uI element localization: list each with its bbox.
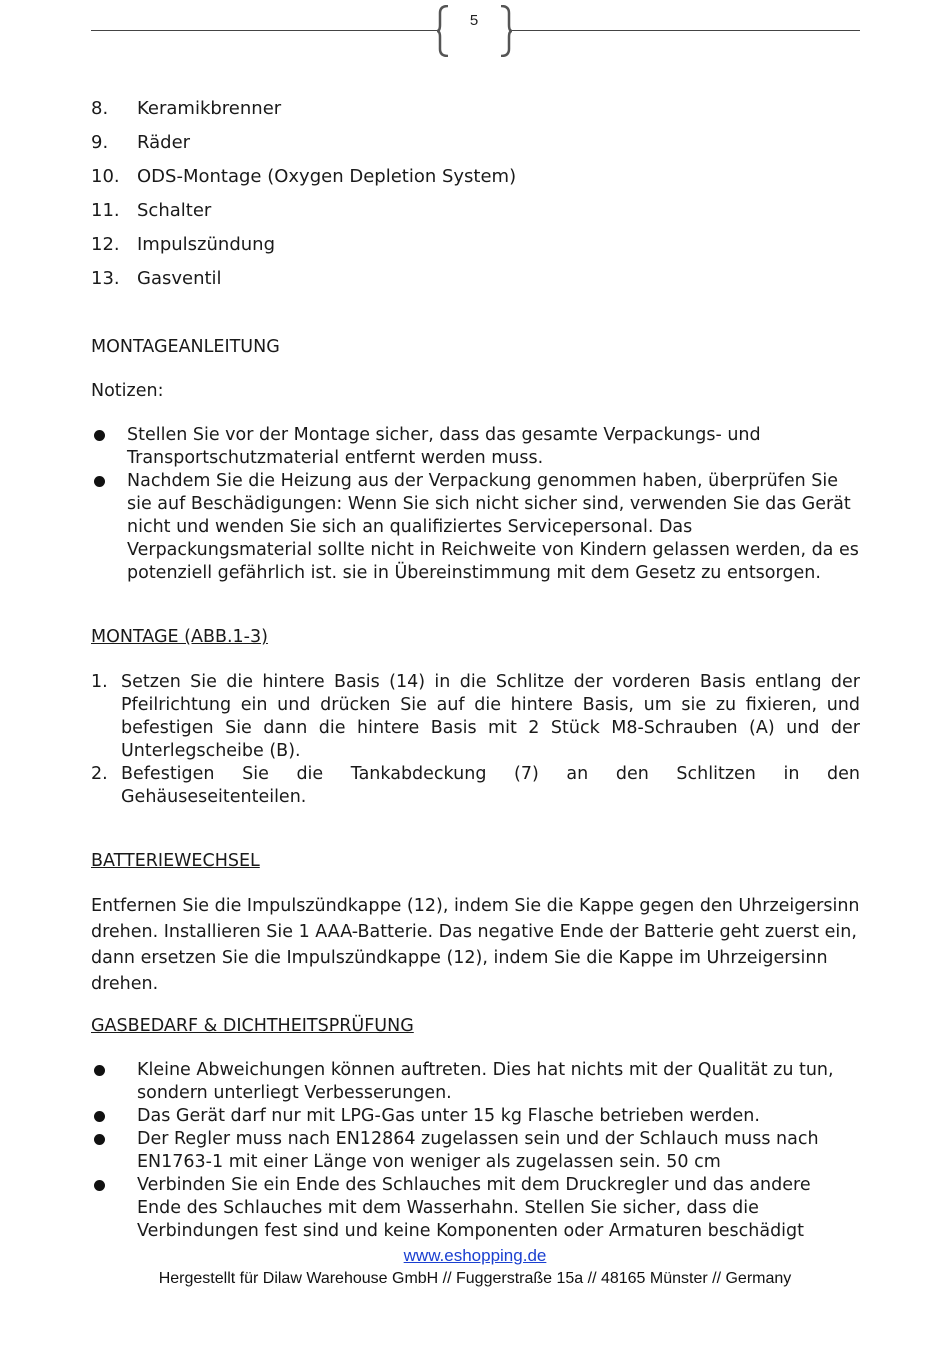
list-item: Verbinden Sie ein Ende des Schlauches mit dem Druckregler und das andere Ende des Schlauches mit dem Wasserhahn. Stellen Sie sicher, dass die Verbindungen fest sind und keine Komponenten oder Armaturen beschädigt: [91, 1174, 860, 1243]
list-item: Das Gerät darf nur mit LPG-Gas unter 15 kg Flasche betrieben werden.: [91, 1105, 860, 1128]
list-item: 11. Schalter: [91, 200, 212, 221]
left-brace-icon: [436, 5, 450, 57]
bullet-icon: [94, 1065, 105, 1076]
list-item: 1. Setzen Sie die hintere Basis (14) in die Schlitze der vorderen Basis entlang der Pfeilrichtung ein und drücken Sie auf die hintere Basis, um sie zu fixieren, und befestigen Sie dann die hintere Basis mit 2 Stück M8-Schrauben (A) und der Unterlegscheibe (B).: [91, 672, 860, 761]
bullet-icon: [94, 1180, 105, 1191]
list-item: 8. Keramikbrenner: [91, 98, 282, 119]
header-rule-right: [512, 30, 860, 31]
montage-steps: [91, 671, 860, 809]
section-heading-batteriewechsel: BATTERIEWECHSEL: [91, 851, 260, 871]
list-item: Kleine Abweichungen können auftreten. Dies hat nichts mit der Qualität zu tun, sondern unterliegt Verbesserungen.: [91, 1059, 860, 1105]
list-item: 2. Befestigen Sie die Tankabdeckung (7) an den Schlitzen in den: [91, 764, 860, 784]
list-item: Der Regler muss nach EN12864 zugelassen sein und der Schlauch muss nach EN1763-1 mit einer Länge von weniger als zugelassen sein. 50 cm: [91, 1128, 860, 1174]
website-link[interactable]: www.eshopping.de: [403, 1246, 547, 1265]
notes-label: Notizen:: [91, 381, 164, 401]
section-heading-gasbedarf: GASBEDARF & DICHTHEITSPRÜFUNG: [91, 1016, 414, 1036]
bullet-icon: [94, 1134, 105, 1145]
list-item: Nachdem Sie die Heizung aus der Verpackung genommen haben, überprüfen Sie sie auf Beschädigungen: Wenn Sie sich nicht sicher sind, verwenden Sie das Gerät nicht und wenden Sie sich an qualifiziertes Servicepersonal. Das Verpackungsmaterial sollte nicht in Reichweite von Kindern gelassen werden, da es potenziell gefährlich ist. sie in Übereinstimmung mit dem Gesetz zu entsorgen.: [91, 470, 860, 585]
parts-list: [91, 98, 791, 302]
list-item: 13. Gasventil: [91, 268, 222, 289]
list-item: Stellen Sie vor der Montage sicher, dass das gesamte Verpackungs- und Transportschutzmaterial entfernt werden muss.: [91, 424, 860, 470]
section-heading-montage: MONTAGE (ABB.1-3): [91, 627, 268, 647]
section-heading-montageanleitung: MONTAGEANLEITUNG: [91, 337, 280, 357]
battery-paragraph: Entfernen Sie die Impulszündkappe (12), indem Sie die Kappe gegen den Uhrzeigersinn drehen. Installieren Sie 1 AAA-Batterie. Das negative Ende der Batterie geht zuerst ein, dann ersetzen Sie die Impulszündkappe (12), indem Sie die Kappe im Uhrzeigersinn drehen.: [91, 896, 860, 994]
list-item: 9. Räder: [91, 132, 191, 153]
bullet-icon: [94, 476, 105, 487]
notes-list: [91, 424, 860, 585]
list-item: 10. ODS-Montage (Oxygen Depletion System): [91, 166, 517, 187]
gas-requirements-list: [91, 1059, 860, 1243]
page-number: 5: [469, 12, 479, 29]
list-item: 12. Impulszündung: [91, 234, 275, 255]
bullet-icon: [94, 1111, 105, 1122]
list-item-continuation: Gehäuseseitenteilen.: [121, 787, 307, 807]
bullet-icon: [94, 430, 105, 441]
footer-address: Hergestellt für Dilaw Warehouse GmbH // Fuggerstraße 15a // 48165 Münster // Germany: [158, 1270, 792, 1287]
page-header: [0, 0, 950, 60]
header-rule-left: [91, 30, 437, 31]
right-brace-icon: [499, 5, 513, 57]
